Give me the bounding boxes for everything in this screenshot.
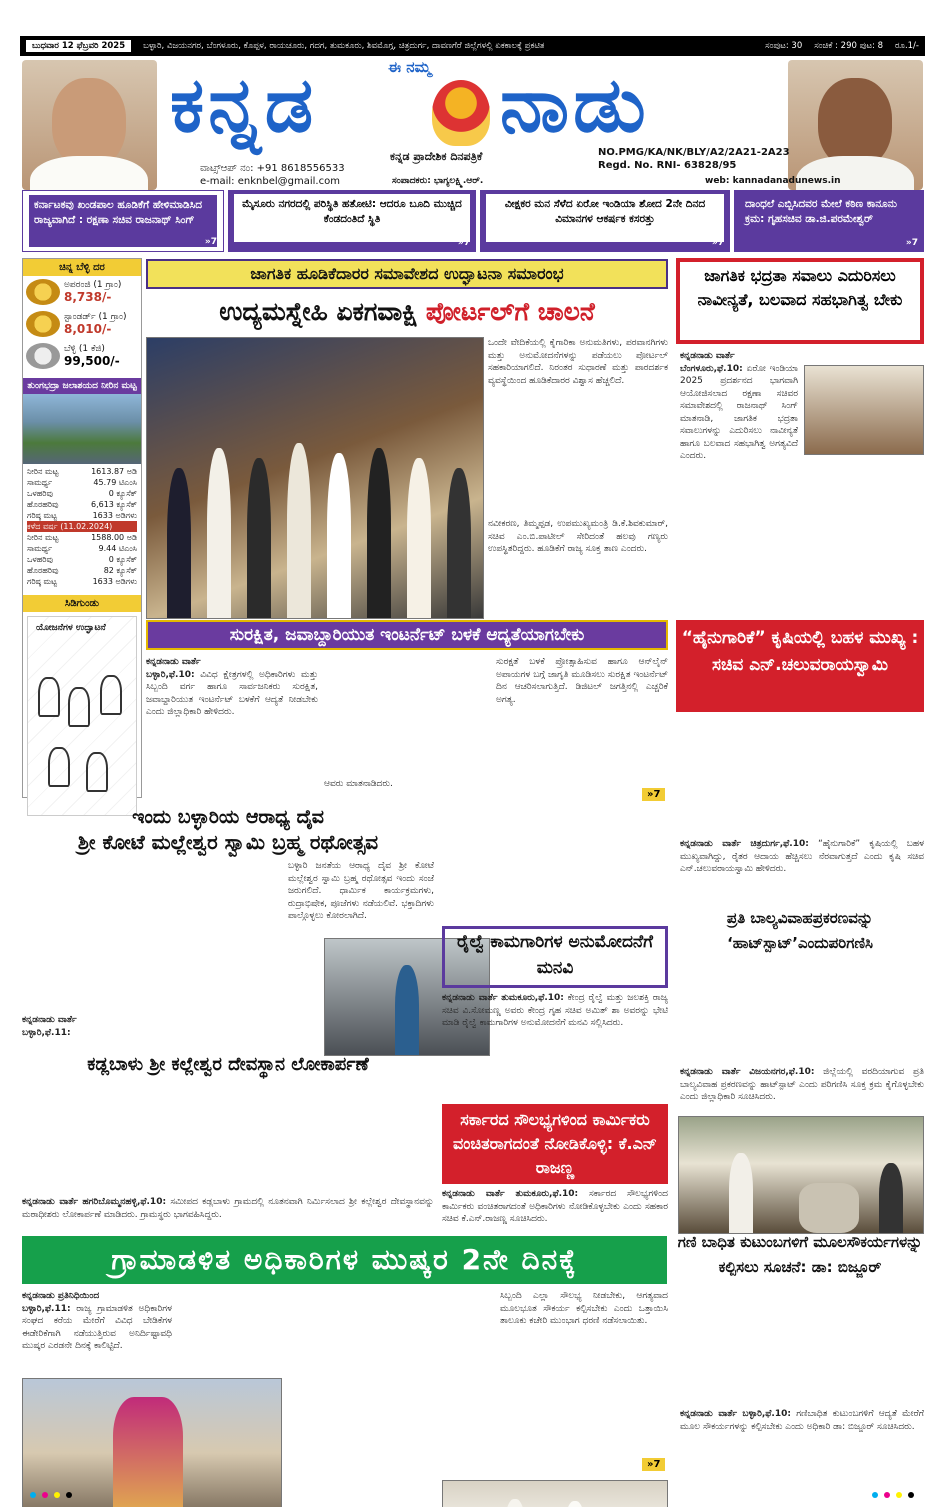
- cmyk-mark-black: [66, 1492, 72, 1498]
- silver-icon: [26, 343, 60, 369]
- horticulture-headline: “ಹೈನುಗಾರಿಕೆ” ಕೃಷಿಯಲ್ಲಿ ಬಹಳ ಮುಖ್ಯ : ಸಚಿವ ಎನ್.ಚಲುವರಾಯಸ್ವಾಮಿ: [676, 620, 924, 712]
- teaser-1[interactable]: [22, 190, 224, 252]
- lead-headline-red: ಪೋರ್ಟಲ್‌ಗೆ ಚಾಲನೆ: [425, 297, 595, 326]
- masthead-small-word: ಈ ನಮ್ಮ: [388, 58, 431, 76]
- temple-byline: ಕನ್ನಡನಾಡು ವಾರ್ತೆ ಬಳ್ಳಾರಿ,ಫೆ.11:: [22, 1015, 77, 1038]
- contact-block: [200, 162, 345, 188]
- teaser-2-page: »7: [457, 238, 470, 248]
- security-byline: ಕನ್ನಡನಾಡು ವಾರ್ತೆ: [680, 351, 735, 361]
- gold-label-1: ಅಪರಂಜಿ (1 ಗ್ರಾಂ): [64, 280, 122, 290]
- teaser-1-page: »7: [204, 237, 217, 247]
- left-sidebar: [22, 258, 142, 798]
- teaser-4[interactable]: [734, 190, 924, 252]
- internet-caption: ಆವರು ಮಾತನಾಡಿದರು.: [324, 779, 393, 789]
- teaser-2[interactable]: [228, 190, 476, 252]
- lead-kicker: ಜಾಗತಿಕ ಹೂಡಿಕೆದಾರರ ಸಮಾವೇಶದ ಉದ್ಘಾಟನಾ ಸಮಾರಂಭ: [146, 259, 668, 289]
- masthead-right-word: ನಾಡು: [500, 60, 650, 149]
- cmyk-mark-cyan: [30, 1492, 36, 1498]
- security-text: ಏರೋ ಇಂಡಿಯಾ 2025 ಪ್ರದರ್ಶನದ ಭಾಗವಾಗಿ ಆಯೋಜಿಸಲಾದ ರಕ್ಷಣಾ ಸಚಿವರ ಸಮಾವೇಶದಲ್ಲಿ ರಾಜನಾಥ್ ಸಿಂಗ್ ಮಾತನಾಡಿ, ಜಾಗತಿಕ ಭದ್ರತಾ ಸವಾಲುಗಳನ್ನು ಎದುರಿಸಲು ನಾವೀನ್ಯತೆ ಹಾಗೂ ಬಲವಾದ ಸಹಭಾಗಿತ್ವ ಅಗತ್ಯವಿದೆ ಎಂದರು.: [680, 363, 798, 461]
- silver-value: 99,500/-: [64, 354, 120, 368]
- districts-line: ಬಳ್ಳಾರಿ, ವಿಜಯನಗರ, ಬೆಂಗಳೂರು, ಕೊಪ್ಪಳ, ರಾಯಚೂರು, ಗದಗ, ತುಮಕೂರು, ಶಿವಮೊಗ್ಗ, ಚಿತ್ರದುರ್ಗ, ದಾವಣಗೆರೆ ಜಿಲ್ಲೆಗಳಲ್ಲಿ ಏಕಕಾಲಕ್ಕೆ ಪ್ರಕಟಿತ: [143, 41, 545, 51]
- mining-headline: ಗಣಿ ಬಾಧಿತ ಕುಟುಂಬಗಳಿಗೆ ಮೂಲಸೌಕರ್ಯಗಳನ್ನು ಕಲ್ಪಿಸಲು ಸೂಚನೆ: ಡಾ: ಬಿಜ್ಜೂರ್: [677, 1233, 923, 1276]
- teaser-3-page: »7: [711, 238, 724, 248]
- strike-col-2: ಸಿಬ್ಬಂದಿ ಎಲ್ಲಾ ಸೌಲಭ್ಯ ನೀಡಬೇಕು, ಆಗತ್ಯವಾದ ಮೂಲಭೂತ ಸೌಕರ್ಯ ಕಲ್ಪಿಸಬೇಕು ಎಂದು ಒತ್ತಾಯಿಸಿ ತಾಲೂಕು ಕಚೇರಿ ಮುಂಭಾಗ ಧರಣಿ ನಡೆಸಲಾಯಿತು.: [500, 1291, 668, 1326]
- cmyk-mark-magenta: [42, 1492, 48, 1498]
- mining-body: ಕನ್ನಡನಾಡು ವಾರ್ತೆ ಬಳ್ಳಾರಿ,ಫೆ.10: ಗಣಿಬಾಧಿತ ಕುಟುಂಬಗಳಿಗೆ ಆದ್ಯತೆ ಮೇರೆಗೆ ಮೂಲ ಸೌಕರ್ಯಗಳನ್ನು ಕಲ್ಪಿಸಬೇಕು ಎಂದು ಅಧಿಕಾರಿ ಡಾ: ಬಿಜ್ಜೂರ್ ಸೂಚಿಸಿದರು.: [680, 1409, 924, 1432]
- gold-rate-title: ಚಿನ್ನ ಬೆಳ್ಳಿ ದರ: [23, 259, 141, 276]
- masthead-left-word: ಕನ್ನಡ: [170, 60, 318, 149]
- silver-row: [23, 340, 141, 372]
- gold-value-1: 8,738/-: [64, 290, 112, 304]
- teaser-4-text: ದಾಂಧಲೆ ಎಬ್ಬಿಸಿದವರ ಮೇಲೆ ಕಠಿಣ ಕಾನೂನು ಕ್ರಮ: ಗೃಹಸಚಿವ ಡಾ.ಜಿ.ಪರಮೇಶ್ವರ್: [745, 198, 897, 225]
- dam-photo: [23, 394, 141, 464]
- child-marriage-body: ಕನ್ನಡನಾಡು ವಾರ್ತೆ ವಿಜಯನಗರ,ಫೆ.10: ಜಿಲ್ಲೆಯಲ್ಲಿ ವರದಿಯಾಗುವ ಪ್ರತಿ ಬಾಲ್ಯವಿವಾಹ ಪ್ರಕರಣವನ್ನು ಹಾಟ್‌ಸ್ಪಾಟ್ ಎಂದು ಪರಿಗಣಿಸಿ ಸೂಕ್ತ ಕ್ರಮ ಕೈಗೊಳ್ಳಬೇಕು ಎಂದು ಜಿಲ್ಲಾಧಿಕಾರಿ ಸೂಚಿಸಿದರು.: [680, 1067, 924, 1102]
- gold-bars-icon: [26, 311, 60, 337]
- postal-reg-number: NO.PMG/KA/NK/BLY/A2/2A21-2A23: [598, 147, 790, 158]
- strike-page-ref[interactable]: »7: [642, 1458, 665, 1471]
- dam-title: ತುಂಗಭದ್ರಾ ಜಲಾಶಯದ ನೀರಿನ ಮಟ್ಟ: [23, 378, 141, 394]
- cmyk-mark-cyan-right: [872, 1492, 878, 1498]
- lead-col-3: ಒಂದೇ ವೇದಿಕೆಯಲ್ಲಿ ಕೈಗಾರಿಕಾ ಅನುಮತಿಗಳು, ಪರವಾನಗಿಗಳು ಮತ್ತು ಅನುಮೋದನೆಗಳನ್ನು ಪಡೆಯಲು ಪೋರ್ಟಲ್ ಸಹಕಾರಿಯಾಗಲಿದೆ. ನಿರಂತರ ಸುಧಾರಣೆ ಮತ್ತು ಪಾರದರ್ಶಕ ವ್ಯವಸ್ಥೆಯಿಂದ ಹೂಡಿಕೆದಾರರ ವಿಶ್ವಾಸ ಹೆಚ್ಚಲಿದೆ.: [488, 338, 668, 386]
- website: web: kannadanadunews.in: [705, 176, 841, 186]
- railway-body: ಕನ್ನಡನಾಡು ವಾರ್ತೆ ತುಮಕೂರು,ಫೆ.10: ಕೇಂದ್ರ ರೈಲ್ವೆ ಮತ್ತು ಜಲಶಕ್ತಿ ರಾಜ್ಯ ಸಚಿವ ವಿ.ಸೋಮಣ್ಣ ಅವರು ಕೇಂದ್ರ ಗೃಹ ಸಚಿವ ಅಮಿತ್ ಶಾ ಅವರನ್ನು ಭೇಟಿ ಮಾಡಿ ರೈಲ್ವೆ ಕಾಮಗಾರಿಗಳ ಅನುಮೋದನೆಗೆ ಮನವಿ ಸಲ್ಲಿಸಿದರು.: [442, 993, 668, 1028]
- internet-page-ref[interactable]: »7: [642, 788, 665, 801]
- child-marriage-headline: ಪ್ರತಿ ಬಾಲ್ಯವಿವಾಹಪ್ರಕರಣವನ್ನು ‘ಹಾಟ್‌ಸ್ಪಾಟ್’ಎಂದುಪರಿಗಣಿಸಿ: [676, 906, 924, 958]
- whatsapp-number: ವಾಟ್ಸ್ಆಪ್ ನಂ: +91 8618556533: [200, 163, 345, 174]
- gold-row-2: [23, 308, 141, 340]
- price: ರೂ.1/-: [895, 41, 919, 51]
- security-headline-box: [676, 258, 924, 344]
- strike-headline: ಗ್ರಾಮಾಡಳಿತ ಅಧಿಕಾರಿಗಳ ಮುಷ್ಕರ 2ನೇ ದಿನಕ್ಕೆ: [22, 1236, 667, 1284]
- security-photo: [804, 365, 924, 455]
- issue-number: ಸಂಚಿಕೆ : 290 ಪುಟ: 8: [814, 41, 884, 51]
- lead-col-3b: ನವೀಕರಣ, ತಿಮ್ಮಪ್ಪಡ, ಉಪಮುಖ್ಯಮಂತ್ರಿ ಡಿ.ಕೆ.ಶಿವಕುಮಾರ್, ಸಚಿವ ಎಂ.ಬಿ.ಪಾಟೀಲ್ ಸೇರಿದಂತೆ ಹಲವು ಗಣ್ಯರು ಉಪಸ್ಥಿತರಿದ್ದರು. ಹೂಡಿಕೆಗೆ ರಾಜ್ಯ ಸೂಕ್ತ ತಾಣ ಎಂದರು.: [488, 519, 668, 554]
- dam-prev-year-label: ಕಳೆದ ವರ್ಷ (11.02.2024): [27, 521, 137, 532]
- internet-headline: ಸುರಕ್ಷಿತ, ಜವಾಬ್ದಾರಿಯುತ ಇಂಟರ್ನೆಟ್ ಬಳಕೆ ಆದ್ಯತೆಯಾಗಬೇಕು: [146, 620, 668, 650]
- masthead-tagline: ಕನ್ನಡ ಪ್ರಾದೇಶಿಕ ದಿನಪತ್ರಿಕೆ: [390, 150, 483, 163]
- workers-body: ಕನ್ನಡನಾಡು ವಾರ್ತೆ ತುಮಕೂರು,ಫೆ.10: ಸರ್ಕಾರದ ಸೌಲಭ್ಯಗಳಿಂದ ಕಾರ್ಮಿಕರು ವಂಚಿತರಾಗದಂತೆ ಅಧಿಕಾರಿಗಳು ನೋಡಿಕೊಳ್ಳಬೇಕು ಎಂದು ಸಹಕಾರ ಸಚಿವ ಕೆ.ಎನ್.ರಾಜಣ್ಣ ಸೂಚಿಸಿದರು.: [442, 1189, 668, 1224]
- editor-line: ಸಂಪಾದಕರು: ಭಾಗ್ಯಲಕ್ಷ್ಮಿ.ಆರ್.: [392, 176, 484, 186]
- internet-col-2: ಸುರಕ್ಷತೆ ಬಳಕೆ ಪ್ರೋತ್ಸಾಹಿಸುವ ಹಾಗೂ ಆನ್‌ಲೈನ್ ಅಪಾಯಗಳ ಬಗ್ಗೆ ಜಾಗೃತಿ ಮೂಡಿಸಲು ಸುರಕ್ಷಿತ ಇಂಟರ್ನೆಟ್ ದಿನ ಆಚರಿಸಲಾಗುತ್ತಿದೆ. ಡಿಜಿಟಲ್ ಜಗತ್ತಿನಲ್ಲಿ ಎಚ್ಚರಿಕೆ ಅಗತ್ಯ.: [496, 657, 668, 705]
- top-info-strip: [20, 36, 925, 56]
- lead-photo: [146, 337, 484, 619]
- registration-block: [598, 146, 790, 172]
- portrait-left: [22, 60, 157, 190]
- railway-photo: [442, 1480, 668, 1507]
- temple-kicker: ಇಂದು ಬಳ್ಳಾರಿಯ ಆರಾಧ್ಯ ದೈವ: [132, 806, 324, 828]
- internet-col-1: ಕನ್ನಡನಾಡು ವಾರ್ತೆ ಬಳ್ಳಾರಿ,ಫೆ.10: ವಿವಿಧ ಕ್ಷೇತ್ರಗಳಲ್ಲಿ ಅಧಿಕಾರಿಗಳು ಮತ್ತು ಸಿಬ್ಬಂದಿ ವರ್ಗ ಹಾಗೂ ಸಾರ್ವಜನಿಕರು ಸುರಕ್ಷಿತ, ಜವಾಬ್ದಾರಿಯುತ ಇಂಟರ್ನೆಟ್ ಬಳಕೆಗೆ ಆದ್ಯತೆ ನೀಡಬೇಕು ಎಂದು ಜಿಲ್ಲಾಧಿಕಾರಿ ಹೇಳಿದರು.: [146, 657, 318, 717]
- temple-headline: ಶ್ರೀ ಕೋಟೆ ಮಲ್ಲೇಶ್ವರ ಸ್ವಾಮಿ ಬ್ರಹ್ಮ ರಥೋತ್ಸವ: [77, 830, 379, 854]
- gold-row-1: [23, 276, 141, 308]
- cmyk-mark-yellow-right: [896, 1492, 902, 1498]
- cartoon-caption: ಯೋಜನೆಗಳ ಉದ್ಘಾಟನೆ: [36, 623, 106, 633]
- temple-body: ಬಳ್ಳಾರಿ ಜನತೆಯ ಆರಾಧ್ಯ ದೈವ ಶ್ರೀ ಕೋಟೆ ಮಲ್ಲೇಶ್ವರ ಸ್ವಾಮಿ ಬ್ರಹ್ಮ ರಥೋತ್ಸವ ಇಂದು ಸಂಜೆ ಜರುಗಲಿದೆ. ಧಾರ್ಮಿಕ ಕಾರ್ಯಕ್ರಮಗಳು, ರುದ್ರಾಭಿಷೇಕ, ಪೂಜೆಗಳು ನಡೆಯಲಿವೆ. ಭಕ್ತಾದಿಗಳು ಪಾಲ್ಗೊಳ್ಳಲು ಕೋರಲಾಗಿದೆ.: [288, 861, 434, 921]
- security-body: [680, 350, 924, 605]
- cmyk-mark-magenta-right: [884, 1492, 890, 1498]
- cmyk-mark-yellow: [54, 1492, 60, 1498]
- kallesh-headline: ಕಡ್ಲಬಾಳು ಶ್ರೀ ಕಲ್ಲೇಶ್ವರ ದೇವಸ್ಥಾನ ಲೋಕಾರ್ಪಣೆ: [87, 1054, 369, 1075]
- cartoon-title: ಸಿಡಿಗುಂಡು: [23, 595, 141, 612]
- railway-headline: ರೈಲ್ವೆ ಕಾಮಗಾರಿಗಳ ಅನುಮೋದನೆಗೆ ಮನವಿ: [442, 926, 668, 988]
- workers-headline: ಸರ್ಕಾರದ ಸೌಲಭ್ಯಗಳಿಂದ ಕಾರ್ಮಿಕರು ವಂಚಿತರಾಗದಂತೆ ನೋಡಿಕೊಳ್ಳಿ: ಕೆ.ಎನ್ ರಾಜಣ್ಣ: [442, 1104, 668, 1184]
- rni-number: Regd. No. RNI- 63828/95: [598, 160, 737, 171]
- horticulture-body: ಕನ್ನಡನಾಡು ವಾರ್ತೆ ಚಿತ್ರದುರ್ಗ,ಫೆ.10: “ಹೈನುಗಾರಿಕೆ” ಕೃಷಿಯಲ್ಲಿ ಬಹಳ ಮುಖ್ಯವಾಗಿದ್ದು, ರೈತರ ಆದಾಯ ಹೆಚ್ಚಿಸಲು ನೆರವಾಗುತ್ತದೆ ಎಂದು ಕೃಷಿ ಸಚಿವ ಎನ್.ಚಲುವರಾಯಸ್ವಾಮಿ ಹೇಳಿದರು.: [680, 839, 924, 874]
- teaser-3[interactable]: [480, 190, 730, 252]
- security-dateline: ಬೆಂಗಳೂರು,ಫೆ.10:: [680, 363, 743, 374]
- gold-value-2: 8,010/-: [64, 322, 112, 336]
- kallesh-body: ಕನ್ನಡನಾಡು ವಾರ್ತೆ ಹಗರಿಬೊಮ್ಮನಹಳ್ಳಿ,ಫೆ.10: ಸಮೀಪದ ಕಡ್ಲಬಾಳು ಗ್ರಾಮದಲ್ಲಿ ನೂತನವಾಗಿ ನಿರ್ಮಿಸಲಾದ ಶ್ರೀ ಕಲ್ಲೇಶ್ವರ ದೇವಸ್ಥಾನವನ್ನು ಮಠಾಧೀಶರು ಲೋಕಾರ್ಪಣೆ ಮಾಡಿದರು. ಗ್ರಾಮಸ್ಥರು ಭಾಗವಹಿಸಿದ್ದರು.: [22, 1197, 434, 1220]
- gold-coins-icon: [26, 279, 60, 305]
- teaser-2-text: ಮೈಸೂರು ನಗರದಲ್ಲಿ ಪರಿಸ್ಥಿತಿ ಹತೋಟಿ: ಆದರೂ ಬೂದಿ ಮುಚ್ಚಿದ ಕೆಂಡದಂತಿದೆ ಸ್ಥಿತಿ: [234, 194, 470, 242]
- bhuvaneshwari-emblem-icon: [432, 80, 490, 146]
- lead-headline: [146, 292, 668, 332]
- volume-number: ಸಂಪುಟ: 30: [765, 41, 803, 51]
- silver-label: ಬೆಳ್ಳಿ (1 ಕೆಜಿ): [64, 344, 105, 354]
- email-address: e-mail: enknbel@gmail.com: [200, 176, 340, 187]
- teaser-3-text: ವೀಕ್ಷಕರ ಮನ ಸೆಳೆದ ಏರೋ ಇಂಡಿಯಾ ಶೋದ 2ನೇ ದಿನದ ವಿಮಾನಗಳ ಆಕರ್ಷಕ ಕಸರತ್ತು: [486, 194, 724, 242]
- portrait-right: [788, 60, 923, 190]
- cartoon-panel: [27, 616, 137, 816]
- security-headline: ಜಾಗತಿಕ ಭದ್ರತಾ ಸವಾಲು ಎದುರಿಸಲು ನಾವೀನ್ಯತೆ, ಬಲವಾದ ಸಹಭಾಗಿತ್ವ ಬೇಕು: [680, 262, 920, 340]
- teaser-1-text: ಕರ್ನಾಟಕವು ಖಂಡಪಾಲ ಹೂಡಿಕೆಗೆ ಹೇಳಿಮಾಡಿಸಿದ ರಾಜ್ಯವಾಗಿದೆ : ರಕ್ಷಣಾ ಸಚಿವ ರಾಜನಾಥ್ ಸಿಂಗ್: [29, 195, 217, 247]
- dam-table: ನೀರಿನ ಮಟ್ಟ 1613.87 ಅಡಿ ಸಾಮರ್ಥ್ಯ 45.79 ಟಿಎಂಸಿ ಒಳಹರಿವು 0 ಕ್ಯೂಸೆಕ್ ಹೊರಹರಿವು 6,613 ಕ್ಯೂಸೆಕ್ ಗರಿಷ್ಠ ಮಟ್ಟ 1633 ಅಡಿಗಳು ಕಳೆದ ವರ್ಷ (11.02.2024) ನೀರಿನ ಮಟ್ಟ 1588.00 ಅಡಿ ಸಾಮರ್ಥ್ಯ 9.44 ಟಿಎಂಸಿ ಒಳಹರಿವು 0 ಕ್ಯೂಸೆಕ್ ಹೊರಹರಿವು 82 ಕ್ಯೂಸೆಕ್ ಗರಿಷ್ಠ ಮಟ್ಟ 1633 ಅಡಿಗಳು: [27, 467, 137, 586]
- cmyk-mark-black-right: [908, 1492, 914, 1498]
- strike-col-1: ಕನ್ನಡನಾಡು ಪ್ರತಿನಿಧಿಯಿಂದ ಬಳ್ಳಾರಿ,ಫೆ.11: ರಾಜ್ಯ ಗ್ರಾಮಾಡಳಿತ ಅಧಿಕಾರಿಗಳ ಸಂಘದ ಕರೆಯ ಮೇರೆಗೆ ವಿವಿಧ ಬೇಡಿಕೆಗಳ ಈಡೇರಿಕೆಗಾಗಿ ನಡೆಯುತ್ತಿರುವ ಅನಿರ್ದಿಷ್ಟಾವಧಿ ಮುಷ್ಕರ ಎರಡನೇ ದಿನಕ್ಕೆ ಕಾಲಿಟ್ಟಿದೆ.: [22, 1291, 172, 1351]
- lead-headline-black: ಉದ್ಯಮಸ್ನೇಹಿ ಏಕಗವಾಕ್ಷಿ: [219, 297, 418, 326]
- issue-date: ಬುಧವಾರ 12 ಫೆಬ್ರವರಿ 2025: [26, 40, 131, 52]
- teaser-4-page: »7: [905, 238, 918, 248]
- gold-label-2: ಸ್ಟಾಂಡರ್ಡ್ (1 ಗ್ರಾಂ): [64, 312, 127, 322]
